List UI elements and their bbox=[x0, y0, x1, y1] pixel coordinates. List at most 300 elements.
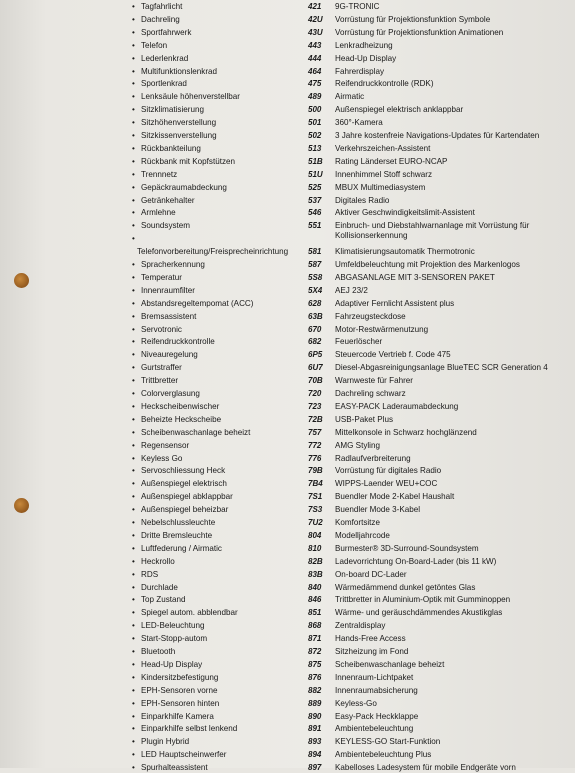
option-code: 6P5 bbox=[308, 350, 323, 360]
option-description: KEYLESS-GO Start-Funktion bbox=[335, 737, 441, 747]
option-description: Reifendruckkontrolle (RDK) bbox=[335, 79, 434, 89]
option-code-row bbox=[308, 505, 420, 515]
option-description: Kabelloses Ladesystem für mobile Endgeräte vorn bbox=[335, 763, 516, 773]
option-code: 810 bbox=[308, 543, 322, 553]
bullet-icon: • bbox=[132, 711, 135, 721]
feature-list-item bbox=[132, 712, 214, 722]
feature-list-item bbox=[132, 15, 180, 25]
feature-list-item bbox=[132, 363, 182, 373]
feature-list-item bbox=[132, 325, 182, 335]
option-description: AMG Styling bbox=[335, 440, 380, 450]
feature-label: Sportlenkrad bbox=[141, 79, 187, 89]
feature-label: Gurtstraffer bbox=[141, 363, 182, 373]
option-description: Vorrüstung für Projektionsfunktion Animationen bbox=[335, 27, 504, 37]
option-code-row bbox=[308, 750, 431, 760]
feature-list-item bbox=[132, 144, 201, 154]
feature-list-item bbox=[132, 286, 195, 296]
feature-label: LED Hauptscheinwerfer bbox=[141, 750, 227, 760]
feature-list-item bbox=[137, 247, 288, 257]
feature-list-item bbox=[132, 54, 188, 64]
feature-label: Head-Up Display bbox=[141, 659, 203, 669]
option-description: Hands-Free Access bbox=[335, 634, 406, 644]
feature-label: Tagfahrlicht bbox=[141, 2, 183, 11]
option-description: 9G-TRONIC bbox=[335, 2, 380, 11]
feature-label: Telefonvorbereitung/Freisprecheinrichtung bbox=[137, 247, 289, 257]
option-code-row bbox=[308, 28, 503, 38]
feature-list-item bbox=[132, 92, 240, 102]
option-code-row bbox=[308, 415, 393, 425]
bullet-icon: • bbox=[132, 285, 135, 295]
feature-list-item bbox=[132, 28, 191, 38]
feature-list-item bbox=[132, 105, 204, 115]
option-code-row bbox=[308, 402, 458, 412]
feature-list-item bbox=[132, 454, 182, 464]
feature-label: LED-Beleuchtung bbox=[141, 621, 205, 631]
bullet-icon: • bbox=[132, 543, 135, 553]
option-description: Wärme- und geräuschdämmendes Akustikglas bbox=[335, 608, 503, 618]
option-description: Adaptiver Fernlicht Assistent plus bbox=[335, 298, 455, 308]
feature-label: Spiegel autom. abblendbar bbox=[141, 608, 238, 618]
option-code: 546 bbox=[308, 208, 322, 218]
bullet-icon: • bbox=[132, 672, 135, 682]
option-code: 489 bbox=[308, 92, 322, 102]
feature-list-item bbox=[132, 621, 204, 631]
feature-label: RDS bbox=[141, 569, 159, 579]
feature-label: Multifunktionslenkrad bbox=[141, 66, 218, 76]
feature-label: Luftfederung / Airmatic bbox=[141, 543, 222, 553]
option-code-row bbox=[308, 699, 377, 709]
option-code-row bbox=[308, 67, 384, 77]
feature-label: Außenspiegel beheizbar bbox=[141, 505, 229, 515]
bullet-icon: • bbox=[132, 221, 135, 231]
feature-label: Telefon bbox=[141, 40, 168, 50]
bullet-icon: • bbox=[132, 492, 135, 502]
bullet-icon: • bbox=[132, 556, 135, 566]
option-description: Aktiver Geschwindigkeitslimit-Assistent bbox=[335, 208, 475, 218]
feature-list-item bbox=[132, 337, 215, 347]
option-description: Einbruch- und Diebstahlwarnanlage mit Vorrüstung für Kollisionserkennung bbox=[335, 221, 530, 241]
option-code: 502 bbox=[308, 131, 322, 140]
feature-list-item bbox=[132, 699, 219, 709]
option-code-row bbox=[308, 376, 413, 386]
option-code: 840 bbox=[308, 582, 322, 592]
option-description: Keyless-Go bbox=[335, 698, 377, 708]
feature-list-item bbox=[132, 763, 208, 773]
option-description: Verkehrszeichen-Assistent bbox=[335, 143, 431, 153]
bullet-icon: • bbox=[132, 634, 135, 644]
feature-list-item bbox=[132, 441, 189, 451]
feature-label: Einparkhilfe Kamera bbox=[141, 711, 214, 721]
bullet-icon: • bbox=[132, 530, 135, 540]
option-description: Wärmedämmend dunkel getöntes Glas bbox=[335, 582, 476, 592]
bullet-icon: • bbox=[132, 376, 135, 386]
option-code: 868 bbox=[308, 621, 322, 631]
feature-label: Soundsystem bbox=[141, 221, 191, 231]
feature-label: Top Zustand bbox=[141, 595, 186, 605]
feature-list-item bbox=[132, 505, 228, 515]
bullet-icon: • bbox=[132, 621, 135, 631]
option-code-row bbox=[308, 273, 495, 283]
option-description: Ladevorrichtung On-Board-Lader (bis 11 kW) bbox=[335, 556, 497, 566]
option-code: 875 bbox=[308, 659, 322, 669]
feature-list-item bbox=[132, 595, 186, 605]
feature-list-item bbox=[132, 660, 202, 670]
option-code: 890 bbox=[308, 711, 322, 721]
feature-list-item bbox=[132, 118, 216, 128]
feature-list-item bbox=[132, 350, 198, 360]
feature-list-item bbox=[132, 583, 178, 593]
feature-list-item bbox=[132, 608, 238, 618]
option-description: Easy-Pack Heckklappe bbox=[335, 711, 419, 721]
bullet-icon: • bbox=[132, 466, 135, 476]
punch-hole bbox=[14, 273, 29, 288]
option-code-row bbox=[308, 2, 380, 12]
feature-label: Abstandsregeltempomat (ACC) bbox=[141, 298, 254, 308]
bullet-icon: • bbox=[132, 582, 135, 592]
option-description: Buendler Mode 2-Kabel Haushalt bbox=[335, 492, 455, 502]
feature-label: Rückbankteilung bbox=[141, 143, 201, 153]
option-description: Dachreling schwarz bbox=[335, 389, 406, 398]
option-description: Umfeldbeleuchtung mit Projektion des Markenlogos bbox=[335, 260, 520, 269]
feature-label: Gepäckraumabdeckung bbox=[141, 182, 227, 192]
option-code-row bbox=[308, 208, 475, 218]
bullet-icon: • bbox=[132, 414, 135, 424]
option-code-row bbox=[308, 105, 463, 115]
feature-list-item bbox=[132, 170, 177, 180]
bullet-icon: • bbox=[132, 479, 135, 489]
option-description: Ambientebeleuchtung bbox=[335, 724, 414, 734]
feature-label: Sitzkissenverstellung bbox=[141, 131, 217, 140]
bullet-icon: • bbox=[132, 427, 135, 437]
bullet-icon: • bbox=[132, 14, 135, 24]
feature-list-item bbox=[132, 634, 207, 644]
option-code-row bbox=[308, 454, 411, 464]
feature-label: Heckscheibenwischer bbox=[141, 401, 220, 411]
feature-label: Reifendruckkontrolle bbox=[141, 337, 215, 347]
option-code: 891 bbox=[308, 724, 322, 734]
feature-label: Beheizte Heckscheibe bbox=[141, 414, 222, 424]
bullet-icon: • bbox=[132, 131, 135, 140]
option-code: 804 bbox=[308, 530, 322, 540]
option-code-row bbox=[308, 15, 490, 25]
bullet-icon: • bbox=[132, 518, 135, 527]
option-code-row bbox=[308, 583, 475, 593]
option-description: 3 Jahre kostenfreie Navigations-Updates für Kartendaten bbox=[335, 131, 540, 140]
option-code-row bbox=[308, 183, 425, 193]
feature-list-item bbox=[132, 686, 217, 696]
bullet-icon: • bbox=[132, 505, 135, 515]
option-description: Steuercode Vertrieb f. Code 475 bbox=[335, 350, 451, 360]
feature-list-item bbox=[132, 389, 200, 399]
feature-label: Sitzklimatisierung bbox=[141, 105, 204, 115]
option-code: 421 bbox=[308, 2, 322, 11]
option-description: Fahrerdisplay bbox=[335, 66, 385, 76]
feature-label: Rückbank mit Kopfstützen bbox=[141, 156, 236, 166]
bullet-icon: • bbox=[132, 595, 135, 605]
option-code-row bbox=[308, 621, 385, 631]
option-description: Vorrüstung für digitales Radio bbox=[335, 466, 442, 476]
option-description: 360°-Kamera bbox=[335, 118, 383, 128]
option-description: Vorrüstung für Projektionsfunktion Symbole bbox=[335, 14, 491, 24]
option-code: 443 bbox=[308, 40, 322, 50]
option-description: Innenraumabsicherung bbox=[335, 685, 418, 695]
option-description: Rating Länderset EURO-NCAP bbox=[335, 156, 448, 166]
option-code: 872 bbox=[308, 647, 322, 656]
option-code: 43U bbox=[308, 27, 323, 37]
option-code: 682 bbox=[308, 337, 322, 347]
feature-label: Colorverglasung bbox=[141, 389, 200, 398]
option-description: MBUX Multimediasystem bbox=[335, 182, 426, 192]
option-code-row bbox=[308, 170, 432, 180]
option-code-row bbox=[308, 247, 475, 257]
feature-label: Regensensor bbox=[141, 440, 190, 450]
option-code-row bbox=[308, 144, 430, 154]
option-code: 7U2 bbox=[308, 518, 323, 527]
bullet-icon: • bbox=[132, 453, 135, 463]
option-code-row bbox=[308, 54, 396, 64]
bullet-icon: • bbox=[132, 685, 135, 695]
bullet-icon: • bbox=[132, 659, 135, 669]
option-code: 846 bbox=[308, 595, 322, 605]
option-description: Ambientebeleuchtung Plus bbox=[335, 750, 432, 760]
option-description: On-board DC-Lader bbox=[335, 569, 407, 579]
option-description: ABGASANLAGE MIT 3-SENSOREN PAKET bbox=[335, 272, 495, 282]
option-code: 464 bbox=[308, 66, 322, 76]
option-code-row bbox=[308, 389, 406, 399]
feature-list-item bbox=[132, 673, 218, 683]
option-code: 7B4 bbox=[308, 479, 323, 489]
bullet-icon: • bbox=[132, 40, 135, 50]
feature-label: Sitzhöhenverstellung bbox=[141, 118, 217, 128]
bullet-icon: • bbox=[132, 401, 135, 411]
bullet-icon: • bbox=[132, 724, 135, 734]
feature-label: Nebelschlussleuchte bbox=[141, 518, 216, 527]
option-description: Warnweste für Fahrer bbox=[335, 376, 413, 386]
feature-list-item bbox=[132, 79, 187, 89]
option-code-row bbox=[308, 724, 413, 734]
option-description: Mittelkonsole in Schwarz hochglänzend bbox=[335, 427, 477, 437]
option-description: Modelljahrcode bbox=[335, 530, 390, 540]
option-description: Außenspiegel elektrisch anklappbar bbox=[335, 105, 464, 115]
bullet-icon: • bbox=[132, 763, 135, 773]
feature-list-item bbox=[132, 647, 175, 657]
option-code: 7S3 bbox=[308, 505, 323, 515]
option-code-row bbox=[308, 363, 548, 373]
option-description: Head-Up Display bbox=[335, 53, 397, 63]
option-code: 51U bbox=[308, 169, 323, 179]
option-description: Innenhimmel Stoff schwarz bbox=[335, 169, 433, 179]
bullet-icon: • bbox=[132, 208, 135, 218]
option-code: 83B bbox=[308, 569, 323, 579]
bullet-icon: • bbox=[132, 298, 135, 308]
option-code: 628 bbox=[308, 298, 322, 308]
option-code-row bbox=[308, 647, 408, 657]
feature-list-item bbox=[132, 544, 222, 554]
option-description: Scheibenwaschanlage beheizt bbox=[335, 659, 445, 669]
feature-list-item bbox=[132, 183, 227, 193]
option-code: 444 bbox=[308, 53, 322, 63]
bullet-icon: • bbox=[132, 260, 135, 269]
option-description: Innenraum-Lichtpaket bbox=[335, 672, 414, 682]
feature-list-item bbox=[132, 479, 227, 489]
bullet-icon: • bbox=[132, 53, 135, 63]
option-code-row bbox=[308, 41, 393, 51]
bullet-icon: • bbox=[132, 195, 135, 205]
option-code-row bbox=[308, 763, 516, 773]
feature-list-item bbox=[132, 531, 212, 541]
option-code-row bbox=[308, 660, 444, 670]
feature-label: EPH-Sensoren hinten bbox=[141, 698, 220, 708]
option-code-row bbox=[308, 79, 434, 89]
bullet-icon: • bbox=[132, 92, 135, 102]
bullet-icon: • bbox=[132, 337, 135, 347]
feature-label: Servoschliessung Heck bbox=[141, 466, 226, 476]
option-code-row bbox=[308, 518, 380, 528]
feature-list-item bbox=[132, 428, 250, 438]
option-code-row bbox=[308, 634, 406, 644]
option-code-row bbox=[308, 737, 440, 747]
feature-label: Plugin Hybrid bbox=[141, 737, 190, 747]
option-code: 72B bbox=[308, 414, 323, 424]
option-code-row bbox=[308, 131, 539, 141]
bullet-icon: • bbox=[132, 156, 135, 166]
feature-list-item bbox=[132, 67, 217, 77]
feature-list-item bbox=[132, 41, 167, 51]
bullet-icon: • bbox=[132, 750, 135, 760]
feature-list-item bbox=[132, 724, 237, 734]
feature-label: Einparkhilfe selbst lenkend bbox=[141, 724, 238, 734]
option-description: Buendler Mode 3-Kabel bbox=[335, 505, 421, 515]
option-code-row bbox=[308, 325, 428, 335]
option-description: Radlaufverbreiterung bbox=[335, 453, 411, 463]
option-code-row bbox=[308, 673, 413, 683]
feature-label: Dachreling bbox=[141, 14, 180, 24]
option-code: 51B bbox=[308, 156, 323, 166]
feature-list-item bbox=[132, 273, 182, 283]
feature-list-item bbox=[132, 492, 233, 502]
bullet-icon: • bbox=[132, 66, 135, 76]
option-description: EASY-PACK Laderaumabdeckung bbox=[335, 401, 459, 411]
option-code: 581 bbox=[308, 247, 322, 257]
option-code-row bbox=[308, 686, 418, 696]
option-code: 871 bbox=[308, 634, 322, 644]
feature-list-item bbox=[132, 376, 178, 386]
option-code-row bbox=[308, 260, 520, 270]
bullet-icon: • bbox=[132, 234, 135, 244]
option-description: Digitales Radio bbox=[335, 195, 390, 205]
option-code: 894 bbox=[308, 750, 322, 760]
option-code: 876 bbox=[308, 672, 322, 682]
option-code-row bbox=[308, 712, 418, 722]
feature-list-item bbox=[132, 208, 176, 218]
feature-label: Servotronic bbox=[141, 324, 182, 334]
option-code: 720 bbox=[308, 389, 322, 398]
option-description: AEJ 23/2 bbox=[335, 285, 368, 295]
bullet-icon: • bbox=[132, 182, 135, 192]
feature-list-item bbox=[132, 234, 141, 244]
bullet-icon: • bbox=[132, 737, 135, 747]
option-code: 6U7 bbox=[308, 363, 323, 373]
punch-hole bbox=[14, 498, 29, 513]
feature-list-item bbox=[132, 260, 205, 270]
option-code: 537 bbox=[308, 195, 322, 205]
bullet-icon: • bbox=[132, 169, 135, 179]
feature-label: Spurhalteassistent bbox=[141, 763, 208, 773]
bullet-icon: • bbox=[132, 272, 135, 282]
bullet-icon: • bbox=[132, 105, 135, 115]
bullet-icon: • bbox=[132, 440, 135, 450]
feature-list-item bbox=[132, 131, 217, 141]
option-code: 525 bbox=[308, 182, 322, 192]
feature-label: Außenspiegel elektrisch bbox=[141, 479, 227, 489]
feature-label: Scheibenwaschanlage beheizt bbox=[141, 427, 251, 437]
option-code: 5X4 bbox=[308, 285, 323, 295]
option-code: 897 bbox=[308, 763, 322, 773]
feature-label: Kindersitzbefestigung bbox=[141, 672, 219, 682]
feature-label: Trittbretter bbox=[141, 376, 179, 386]
option-description: Komfortsitze bbox=[335, 518, 380, 527]
option-code-row bbox=[308, 157, 447, 167]
bullet-icon: • bbox=[132, 608, 135, 618]
option-code: 551 bbox=[308, 221, 322, 231]
option-description: Zentraldisplay bbox=[335, 621, 386, 631]
option-code-row bbox=[308, 492, 454, 502]
option-code: 851 bbox=[308, 608, 322, 618]
feature-label: Dritte Bremsleuchte bbox=[141, 530, 213, 540]
option-code: 79B bbox=[308, 466, 323, 476]
option-code-row bbox=[308, 595, 510, 605]
bullet-icon: • bbox=[132, 143, 135, 153]
feature-label: Sportfahrwerk bbox=[141, 27, 192, 37]
bullet-icon: • bbox=[132, 569, 135, 579]
option-description: Fahrzeugsteckdose bbox=[335, 311, 406, 321]
option-code-row bbox=[308, 92, 364, 102]
option-code: 670 bbox=[308, 324, 322, 334]
bullet-icon: • bbox=[132, 311, 135, 321]
feature-list-item bbox=[132, 518, 215, 528]
option-code: 893 bbox=[308, 737, 322, 747]
option-code-row bbox=[308, 608, 502, 618]
option-code: 5S8 bbox=[308, 272, 323, 282]
option-code-row bbox=[308, 428, 477, 438]
feature-label: Heckrollo bbox=[141, 556, 175, 566]
option-code-row bbox=[308, 479, 437, 489]
bullet-icon: • bbox=[132, 79, 135, 89]
feature-list-item bbox=[132, 221, 190, 231]
option-code: 500 bbox=[308, 105, 322, 115]
option-description: Sitzheizung im Fond bbox=[335, 647, 409, 656]
option-code-row bbox=[308, 350, 451, 360]
option-code: 587 bbox=[308, 260, 322, 269]
option-description: Burmester® 3D-Surround-Soundsystem bbox=[335, 543, 479, 553]
option-code-row bbox=[308, 441, 380, 451]
bullet-icon: • bbox=[132, 27, 135, 37]
option-code-row bbox=[308, 221, 560, 241]
option-description: Airmatic bbox=[335, 92, 365, 102]
option-code: 501 bbox=[308, 118, 322, 128]
feature-label: Innenraumfilter bbox=[141, 285, 195, 295]
bullet-icon: • bbox=[132, 350, 135, 360]
option-code: 772 bbox=[308, 440, 322, 450]
feature-label: Bluetooth bbox=[141, 647, 176, 656]
feature-list-item bbox=[132, 570, 158, 580]
feature-label: Temperatur bbox=[141, 272, 182, 282]
feature-list-item bbox=[132, 157, 235, 167]
option-code: 70B bbox=[308, 376, 323, 386]
option-code: 42U bbox=[308, 14, 323, 24]
feature-label: Spracherkennung bbox=[141, 260, 205, 269]
option-description: Motor-Restwärmenutzung bbox=[335, 324, 429, 334]
